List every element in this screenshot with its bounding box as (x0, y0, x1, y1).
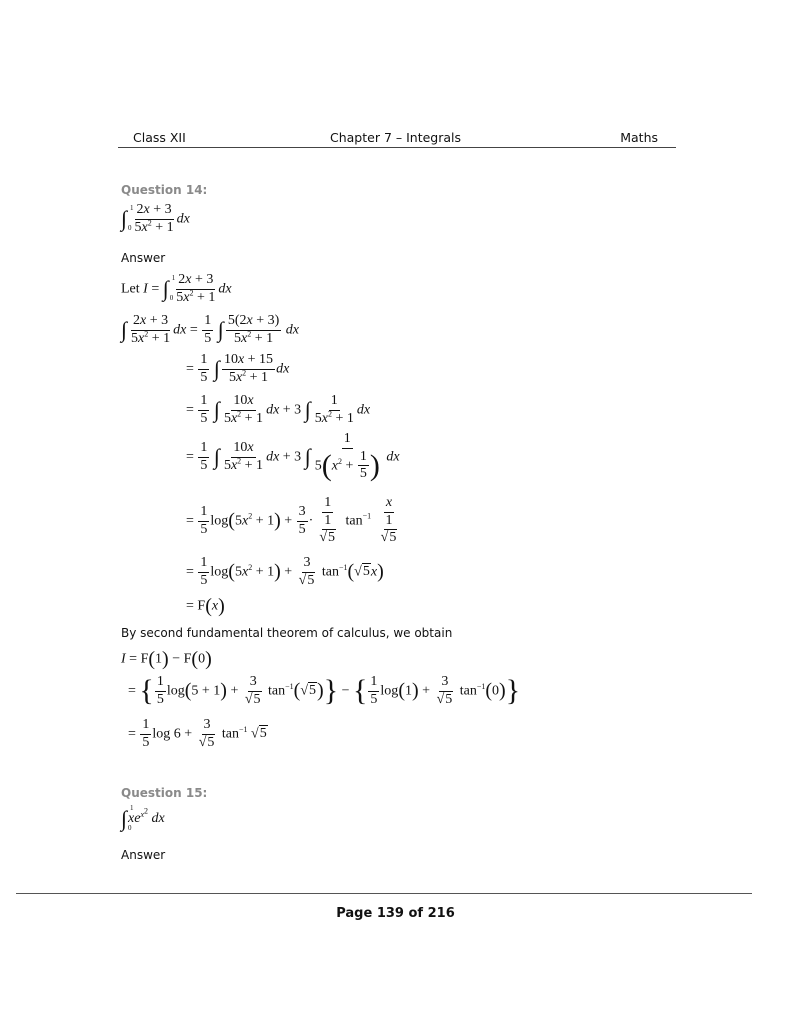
question-14-answer-label: Answer (121, 251, 166, 265)
solution-line-6: = $\frac{1}{5}$ $\log(5x^2 + 1)$ + $\frac{3}{5}$ · $\frac{1}{\frac{1}{√5}}$ $\tan^{-1}$ $\frac{x}{\frac{1}{√5}}$ (186, 495, 397, 546)
header-subject: Maths (620, 130, 658, 145)
header-class: Class XII (133, 130, 186, 145)
question-15-answer-label: Answer (121, 848, 166, 862)
footer-divider (16, 893, 752, 894)
evaluation-line-1: I = F(1) − F(0) (121, 648, 212, 670)
question-15-label: Question 15: (121, 786, 208, 800)
question-14-label: Question 14: (121, 183, 208, 197)
solution-line-4: = $\frac{1}{5}$ ∫ $\frac{10x}{5x^2 + 1}$ dx + 3 ∫ $\frac{1}{5x^2 + 1}$ dx (186, 393, 371, 426)
solution-line-3: = $\frac{1}{5}$ ∫ $\frac{10x + 15}{5x^2 + 1}$ dx (186, 352, 290, 385)
evaluation-line-3: = $\frac{1}{5}$ log 6 + $\frac{3}{√5}$ $\tan^{-1} √5$ (128, 717, 267, 750)
header-chapter: Chapter 7 – Integrals (330, 130, 462, 145)
question-15-integral: ∫ 1 0 $xe^{x^2}$ dx (121, 804, 165, 832)
solution-line-1: Let I = ∫ 1 0 $\frac{2x + 3}{5x^2 + 1}$ dx (121, 272, 232, 305)
page-header (118, 128, 676, 148)
question-14-integral: ∫ 1 0 $\frac{2x + 3}{5x^2 + 1}$ dx (121, 202, 190, 235)
page-number: Page 139 of 216 (336, 906, 455, 921)
solution-line-8: = F(x) (186, 595, 225, 617)
solution-line-2: ∫ $\frac{2x + 3}{5x^2 + 1}$ dx = $\frac{1}{5}$ ∫ $\frac{5(2x + 3)}{5x^2 + 1}$ dx (121, 313, 299, 346)
theorem-statement: By second fundamental theorem of calculus, we obtain (121, 626, 453, 640)
solution-line-5: = $\frac{1}{5}$ ∫ $\frac{10x}{5x^2 + 1}$ dx + 3 ∫ 1 $5(x^2$ + $\frac{1}{5}$ ) dx (186, 431, 400, 482)
solution-line-7: = $\frac{1}{5}$ $\log(5x^2 + 1)$ + $\frac{3}{√5}$ $\tan^{-1}(√5x)$ (186, 555, 384, 588)
evaluation-line-2: = { $\frac{1}{5}$ log(5 + 1) + $\frac{3}{√5}$ $\tan^{-1}(√5)$} − { $\frac{1}{5}$ log(1) + $\frac{3}{√5}$ $\tan^{-1}(0)$} (128, 674, 521, 708)
